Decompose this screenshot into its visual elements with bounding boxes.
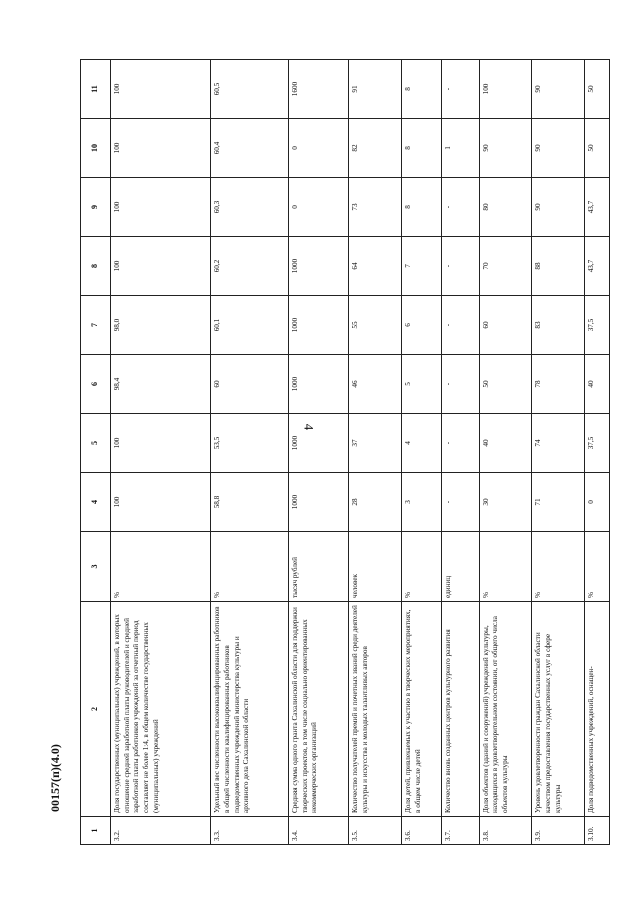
table-row xyxy=(441,60,479,845)
value-cell: 74 xyxy=(532,414,585,473)
row-number: 3.7. xyxy=(441,817,479,845)
value-cell: 7 xyxy=(401,237,441,296)
value-cell: - xyxy=(441,414,479,473)
value-cell: 60,1 xyxy=(211,296,289,355)
document-code: 00157(п)(4.0) xyxy=(48,744,62,812)
value-cell: 40 xyxy=(584,355,609,414)
value-cell: 1600 xyxy=(289,60,349,119)
column-header: 4 xyxy=(81,473,111,532)
value-cell: - xyxy=(441,237,479,296)
value-cell: 1000 xyxy=(289,237,349,296)
value-cell: 6 xyxy=(401,296,441,355)
row-number: 3.6. xyxy=(401,817,441,845)
value-cell: 4 xyxy=(401,414,441,473)
indicator-name: Доля государственных (муниципальных) учреждений, в которых отношение средней заработной платы руководителей и средней заработной платы работников учреждений за отчетный период составляет не более 1:4, в общем количестве государственных (муниципальных) учреждений xyxy=(111,602,211,817)
value-cell: 46 xyxy=(349,355,402,414)
value-cell: 91 xyxy=(349,60,402,119)
value-cell: 60,5 xyxy=(211,60,289,119)
value-cell: 90 xyxy=(479,119,532,178)
column-header: 10 xyxy=(81,119,111,178)
rotated-table-wrapper xyxy=(80,60,610,845)
unit-cell: % xyxy=(211,532,289,602)
value-cell: 1 xyxy=(441,119,479,178)
indicator-name: Уровень удовлетворенности граждан Сахалинской области качеством предоставления государственных услуг в сфере культуры xyxy=(532,602,585,817)
value-cell: 40 xyxy=(479,414,532,473)
column-header: 6 xyxy=(81,355,111,414)
value-cell: 28 xyxy=(349,473,402,532)
value-cell: 37 xyxy=(349,414,402,473)
unit-cell: % xyxy=(584,532,609,602)
value-cell: 100 xyxy=(111,178,211,237)
value-cell: 8 xyxy=(401,60,441,119)
value-cell: 1000 xyxy=(289,414,349,473)
unit-cell: % xyxy=(479,532,532,602)
value-cell: 37,5 xyxy=(584,414,609,473)
row-number: 3.4. xyxy=(289,817,349,845)
indicators-table xyxy=(80,59,610,845)
value-cell: - xyxy=(441,473,479,532)
table-row xyxy=(479,60,532,845)
table-row xyxy=(111,60,211,845)
indicator-name: Доля подведомственных учреждений, оснащен- xyxy=(584,602,609,817)
value-cell: 90 xyxy=(532,178,585,237)
value-cell: 0 xyxy=(584,473,609,532)
indicator-name: Количество получателей премий и почетных званий среди деятелей культуры и искусства и молодых талантливых авторов xyxy=(349,602,402,817)
value-cell: 58,8 xyxy=(211,473,289,532)
value-cell: 100 xyxy=(111,60,211,119)
unit-cell: тысяч рублей xyxy=(289,532,349,602)
row-number: 3.10. xyxy=(584,817,609,845)
value-cell: 60 xyxy=(479,296,532,355)
header-row xyxy=(81,60,111,845)
unit-cell: % xyxy=(111,532,211,602)
indicator-name: Доля объектов (зданий и сооружений) учреждений культуры, находящихся в удовлетворительном состоянии, от общего числа объектов культуры xyxy=(479,602,532,817)
indicator-name: Количество вновь созданных центров культурного развития xyxy=(441,602,479,817)
value-cell: 90 xyxy=(532,119,585,178)
table-row xyxy=(349,60,402,845)
value-cell: 82 xyxy=(349,119,402,178)
unit-cell: % xyxy=(401,532,441,602)
value-cell: 60,4 xyxy=(211,119,289,178)
value-cell: 88 xyxy=(532,237,585,296)
value-cell: 80 xyxy=(479,178,532,237)
table-row xyxy=(401,60,441,845)
value-cell: 5 xyxy=(401,355,441,414)
value-cell: 50 xyxy=(479,355,532,414)
column-header: 3 xyxy=(81,532,111,602)
column-header: 1 xyxy=(81,817,111,845)
unit-cell: % xyxy=(532,532,585,602)
value-cell: - xyxy=(441,178,479,237)
value-cell: 98,4 xyxy=(111,355,211,414)
row-number: 3.2. xyxy=(111,817,211,845)
value-cell: 73 xyxy=(349,178,402,237)
value-cell: - xyxy=(441,296,479,355)
table-row xyxy=(211,60,289,845)
value-cell: 1000 xyxy=(289,473,349,532)
value-cell: 64 xyxy=(349,237,402,296)
value-cell: 3 xyxy=(401,473,441,532)
value-cell: 50 xyxy=(584,119,609,178)
value-cell: 100 xyxy=(479,60,532,119)
column-header: 5 xyxy=(81,414,111,473)
value-cell: 60,2 xyxy=(211,237,289,296)
value-cell: 60,3 xyxy=(211,178,289,237)
value-cell: - xyxy=(441,60,479,119)
value-cell: 100 xyxy=(111,237,211,296)
value-cell: 37,5 xyxy=(584,296,609,355)
table-row xyxy=(289,60,349,845)
value-cell: 55 xyxy=(349,296,402,355)
value-cell: 70 xyxy=(479,237,532,296)
value-cell: 98,0 xyxy=(111,296,211,355)
value-cell: 90 xyxy=(532,60,585,119)
value-cell: 100 xyxy=(111,119,211,178)
page-number: 4 xyxy=(301,423,317,431)
row-number: 3.8. xyxy=(479,817,532,845)
value-cell: 0 xyxy=(289,119,349,178)
table-row xyxy=(532,60,585,845)
row-number: 3.5. xyxy=(349,817,402,845)
row-number: 3.3. xyxy=(211,817,289,845)
column-header: 2 xyxy=(81,602,111,817)
column-header: 7 xyxy=(81,296,111,355)
indicator-name: Удельный вес численности высококвалифицированных работников в общей численности квалифицированных работников подведомственных учреждений министерства культуры и архивного дела Сахалинской области xyxy=(211,602,289,817)
value-cell: 43,7 xyxy=(584,178,609,237)
value-cell: - xyxy=(441,355,479,414)
unit-cell: единиц xyxy=(441,532,479,602)
value-cell: 60 xyxy=(211,355,289,414)
indicator-name: Средняя сумма одного гранта Сахалинской области для поддержки творческих проектов, в том числе социально ориентированных некоммерческих организаций xyxy=(289,602,349,817)
value-cell: 100 xyxy=(111,473,211,532)
value-cell: 43,7 xyxy=(584,237,609,296)
value-cell: 1000 xyxy=(289,355,349,414)
table-body xyxy=(111,60,610,845)
value-cell: 30 xyxy=(479,473,532,532)
row-number: 3.9. xyxy=(532,817,585,845)
column-header: 11 xyxy=(81,60,111,119)
table-row xyxy=(584,60,609,845)
value-cell: 1000 xyxy=(289,296,349,355)
value-cell: 83 xyxy=(532,296,585,355)
value-cell: 100 xyxy=(111,414,211,473)
unit-cell: человек xyxy=(349,532,402,602)
column-header: 8 xyxy=(81,237,111,296)
value-cell: 78 xyxy=(532,355,585,414)
value-cell: 8 xyxy=(401,119,441,178)
value-cell: 50 xyxy=(584,60,609,119)
indicator-name: Доля детей, привлекаемых к участию в творческих мероприятиях, в общем числе детей xyxy=(401,602,441,817)
column-header: 9 xyxy=(81,178,111,237)
value-cell: 71 xyxy=(532,473,585,532)
value-cell: 53,5 xyxy=(211,414,289,473)
value-cell: 8 xyxy=(401,178,441,237)
value-cell: 0 xyxy=(289,178,349,237)
